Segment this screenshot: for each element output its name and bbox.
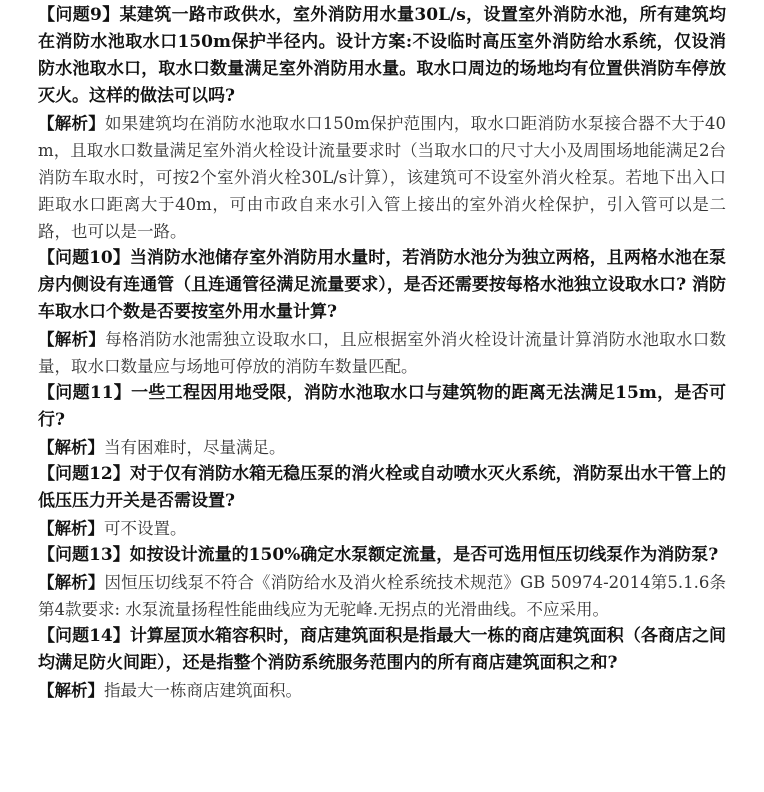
answer-13	[38, 569, 726, 623]
answer-tag: 【解析】	[38, 573, 105, 592]
document-body	[38, 2, 726, 704]
question-text: 对于仅有消防水箱无稳压泵的消火栓或自动喷水灭火系统，消防泵出水干管上的低压压力开关是否需设置?	[38, 464, 726, 511]
question-12	[38, 461, 726, 515]
question-11	[38, 380, 726, 434]
question-13	[38, 542, 726, 569]
answer-tag: 【解析】	[38, 114, 105, 133]
answer-text: 如果建筑均在消防水池取水口150m保护范围内，取水口距消防水泵接合器不大于40m，且取水口数量满足室外消火栓设计流量要求时（当取水口的尺寸大小及周围场地能满足2台消防车取水时，可按2个室外消火栓30L/s计算），该建筑可不设室外消火栓泵。若地下出入口距取水口距离大于40m，可由市政自来水引入管上接出的室外消火栓保护，引入管可以是二路，也可以是一路。	[38, 114, 727, 241]
question-tag: 【问题10】	[38, 248, 130, 268]
question-14	[38, 623, 726, 677]
question-tag: 【问题13】	[38, 545, 130, 565]
answer-tag: 【解析】	[38, 330, 106, 349]
question-text: 某建筑一路市政供水，室外消防用水量30L/s，设置室外消防水池，所有建筑均在消防水池取水口150m保护半径内。设计方案:不设临时高压室外消防给水系统，仅设消防水池取水口，取水口数量满足室外消防用水量。取水口周边的场地均有位置供消防车停放灭火。这样的做法可以吗?	[38, 5, 726, 106]
question-tag: 【问题9】	[38, 5, 120, 25]
answer-text: 指最大一栋商店建筑面积。	[104, 681, 302, 700]
answer-text: 因恒压切线泵不符合《消防给水及消火栓系统技术规范》GB 50974-2014第5.1.6条第4款要求: 水泵流量扬程性能曲线应为无驼峰.无拐点的光滑曲线。不应采用。	[38, 573, 727, 619]
answer-12	[38, 515, 726, 542]
answer-text: 当有困难时，尽量满足。	[104, 438, 286, 457]
question-text: 一些工程因用地受限，消防水池取水口与建筑物的距离无法满足15m，是否可行?	[38, 383, 726, 430]
answer-text: 可不设置。	[104, 519, 187, 538]
question-text: 如按设计流量的150%确定水泵额定流量，是否可选用恒压切线泵作为消防泵?	[129, 545, 719, 565]
answer-11	[38, 434, 726, 461]
answer-14	[38, 677, 726, 704]
answer-10	[38, 326, 726, 380]
question-tag: 【问题12】	[38, 464, 130, 484]
question-tag: 【问题14】	[38, 626, 130, 646]
question-tag: 【问题11】	[38, 383, 132, 403]
question-text: 计算屋顶水箱容积时，商店建筑面积是指最大一栋的商店建筑面积（各商店之间均满足防火间距），还是指整个消防系统服务范围内的所有商店建筑面积之和?	[38, 626, 726, 673]
answer-tag: 【解析】	[38, 438, 104, 457]
question-9	[38, 2, 726, 110]
answer-tag: 【解析】	[38, 519, 104, 538]
question-10	[38, 245, 726, 326]
answer-tag: 【解析】	[38, 681, 104, 700]
answer-text: 每格消防水池需独立设取水口，且应根据室外消火栓设计流量计算消防水池取水口数量，取水口数量应与场地可停放的消防车数量匹配。	[38, 330, 727, 376]
answer-9	[38, 110, 726, 245]
question-text: 当消防水池储存室外消防用水量时，若消防水池分为独立两格，且两格水池在泵房内侧设有连通管（且连通管径满足流量要求），是否还需要按每格水池独立设取水口? 消防车取水口个数是否要按室外用水量计算?	[38, 248, 726, 322]
